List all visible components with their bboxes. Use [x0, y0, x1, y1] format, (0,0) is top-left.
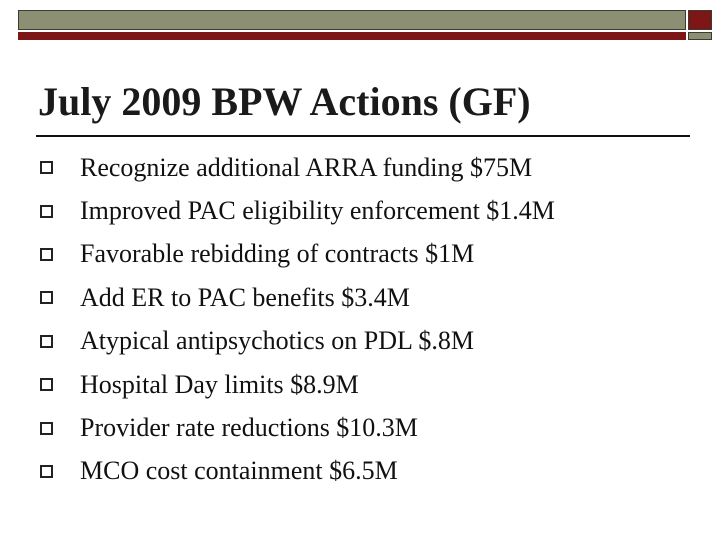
bullet-text: Improved PAC eligibility enforcement $1.4M [80, 196, 555, 226]
hollow-square-bullet-icon [40, 378, 53, 391]
bullet-text: Hospital Day limits $8.9M [80, 369, 359, 399]
list-item [40, 363, 555, 406]
list-item [40, 406, 555, 449]
hollow-square-bullet-icon [40, 291, 53, 304]
list-item [40, 450, 555, 493]
corner-square-maroon [688, 10, 712, 30]
bullet-text: Favorable rebidding of contracts $1M [80, 239, 475, 269]
bullet-text: Provider rate reductions $10.3M [80, 413, 418, 443]
decorative-header-bar [18, 10, 712, 40]
hollow-square-bullet-icon [40, 422, 53, 435]
list-item [40, 320, 555, 363]
title-divider [36, 135, 690, 137]
hollow-square-bullet-icon [40, 248, 53, 261]
bullet-text: Atypical antipsychotics on PDL $.8M [80, 326, 475, 356]
hollow-square-bullet-icon [40, 465, 53, 478]
hollow-square-bullet-icon [40, 335, 53, 348]
list-item [40, 233, 555, 276]
hollow-square-bullet-icon [40, 161, 53, 174]
bullet-list [40, 146, 555, 493]
bullet-text: MCO cost containment $6.5M [80, 456, 398, 486]
hollow-square-bullet-icon [40, 205, 53, 218]
corner-square-olive [688, 32, 712, 40]
list-item [40, 146, 555, 189]
list-item [40, 276, 555, 319]
bullet-text: Recognize additional ARRA funding $75M [80, 152, 533, 182]
header-bar-maroon [18, 32, 686, 40]
slide-title: July 2009 BPW Actions (GF) [38, 79, 531, 124]
bullet-text: Add ER to PAC benefits $3.4M [80, 282, 410, 312]
header-bar-olive [18, 10, 686, 30]
list-item [40, 189, 555, 232]
